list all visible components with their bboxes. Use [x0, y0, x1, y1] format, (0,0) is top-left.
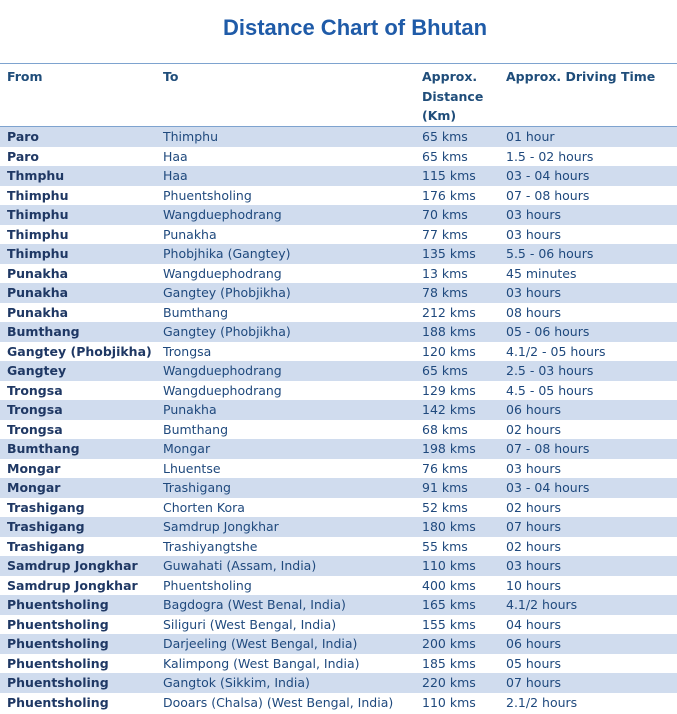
cell-time: 2.1/2 hours	[505, 693, 677, 713]
cell-from: Mongar	[0, 459, 160, 479]
cell-to: Wangduephodrang	[160, 205, 420, 225]
table-row	[0, 225, 677, 245]
cell-distance: 115 kms	[420, 166, 505, 186]
cell-distance: 91 kms	[420, 478, 505, 498]
cell-time: 05 - 06 hours	[505, 322, 677, 342]
cell-to: Gangtey (Phobjikha)	[160, 283, 420, 303]
cell-to: Wangduephodrang	[160, 381, 420, 401]
cell-from: Bumthang	[0, 439, 160, 459]
cell-to: Chorten Kora	[160, 498, 420, 518]
cell-from: Paro	[0, 127, 160, 147]
table-row	[0, 673, 677, 693]
cell-from: Phuentsholing	[0, 673, 160, 693]
table-row	[0, 556, 677, 576]
cell-distance: 400 kms	[420, 576, 505, 596]
cell-to: Darjeeling (West Bengal, India)	[160, 634, 420, 654]
cell-from: Trashigang	[0, 498, 160, 518]
cell-from: Thimphu	[0, 244, 160, 264]
cell-time: 10 hours	[505, 576, 677, 596]
cell-time: 06 hours	[505, 400, 677, 420]
cell-to: Wangduephodrang	[160, 361, 420, 381]
cell-distance: 65 kms	[420, 147, 505, 167]
cell-time: 03 hours	[505, 283, 677, 303]
cell-from: Thimphu	[0, 225, 160, 245]
table-row	[0, 244, 677, 264]
cell-time: 4.5 - 05 hours	[505, 381, 677, 401]
cell-to: Gangtok (Sikkim, India)	[160, 673, 420, 693]
cell-to: Trashiyangtshe	[160, 537, 420, 557]
cell-from: Trashigang	[0, 537, 160, 557]
table-row	[0, 186, 677, 206]
table-row	[0, 654, 677, 674]
cell-from: Thimphu	[0, 205, 160, 225]
table-row	[0, 303, 677, 323]
cell-from: Punakha	[0, 264, 160, 284]
cell-distance: 176 kms	[420, 186, 505, 206]
cell-distance: 55 kms	[420, 537, 505, 557]
cell-distance: 68 kms	[420, 420, 505, 440]
cell-from: Phuentsholing	[0, 654, 160, 674]
cell-distance: 76 kms	[420, 459, 505, 479]
table-row	[0, 439, 677, 459]
table-row	[0, 147, 677, 167]
table-row	[0, 498, 677, 518]
cell-time: 03 hours	[505, 225, 677, 245]
table-row	[0, 517, 677, 537]
page-title: Distance Chart of Bhutan	[222, 15, 488, 40]
table-row	[0, 400, 677, 420]
cell-distance: 13 kms	[420, 264, 505, 284]
cell-time: 02 hours	[505, 537, 677, 557]
cell-time: 03 hours	[505, 205, 677, 225]
cell-time: 1.5 - 02 hours	[505, 147, 677, 167]
cell-distance: 155 kms	[420, 615, 505, 635]
cell-to: Bumthang	[160, 303, 420, 323]
cell-time: 08 hours	[505, 303, 677, 323]
table-row	[0, 595, 677, 615]
table-row	[0, 283, 677, 303]
cell-distance: 129 kms	[420, 381, 505, 401]
cell-from: Phuentsholing	[0, 634, 160, 654]
cell-to: Trongsa	[160, 342, 420, 362]
cell-from: Phuentsholing	[0, 615, 160, 635]
cell-distance: 198 kms	[420, 439, 505, 459]
cell-to: Bumthang	[160, 420, 420, 440]
cell-time: 2.5 - 03 hours	[505, 361, 677, 381]
cell-to: Wangduephodrang	[160, 264, 420, 284]
cell-distance: 165 kms	[420, 595, 505, 615]
cell-distance: 70 kms	[420, 205, 505, 225]
table-row	[0, 205, 677, 225]
cell-distance: 142 kms	[420, 400, 505, 420]
cell-from: Phuentsholing	[0, 595, 160, 615]
header-row	[0, 65, 677, 127]
cell-distance: 220 kms	[420, 673, 505, 693]
cell-from: Phuentsholing	[0, 693, 160, 713]
cell-from: Gangtey	[0, 361, 160, 381]
table-row	[0, 615, 677, 635]
cell-from: Trongsa	[0, 381, 160, 401]
table-row	[0, 478, 677, 498]
table-row	[0, 420, 677, 440]
cell-to: Dooars (Chalsa) (West Bengal, India)	[160, 693, 420, 713]
cell-to: Bagdogra (West Benal, India)	[160, 595, 420, 615]
column-header-distance	[420, 65, 505, 127]
cell-to: Guwahati (Assam, India)	[160, 556, 420, 576]
cell-from: Trashigang	[0, 517, 160, 537]
cell-to: Samdrup Jongkhar	[160, 517, 420, 537]
cell-to: Trashigang	[160, 478, 420, 498]
distance-table	[0, 65, 677, 712]
cell-distance: 77 kms	[420, 225, 505, 245]
cell-to: Punakha	[160, 225, 420, 245]
header-top-rule	[0, 63, 677, 64]
cell-from: Trongsa	[0, 400, 160, 420]
cell-from: Samdrup Jongkhar	[0, 576, 160, 596]
cell-to: Thimphu	[160, 127, 420, 147]
cell-to: Lhuentse	[160, 459, 420, 479]
cell-time: 45 minutes	[505, 264, 677, 284]
table-row	[0, 127, 677, 147]
cell-from: Mongar	[0, 478, 160, 498]
cell-to: Kalimpong (West Bangal, India)	[160, 654, 420, 674]
cell-distance: 180 kms	[420, 517, 505, 537]
cell-distance: 52 kms	[420, 498, 505, 518]
cell-time: 07 - 08 hours	[505, 186, 677, 206]
cell-distance: 65 kms	[420, 127, 505, 147]
cell-time: 4.1/2 - 05 hours	[505, 342, 677, 362]
table-row	[0, 322, 677, 342]
cell-time: 4.1/2 hours	[505, 595, 677, 615]
cell-to: Punakha	[160, 400, 420, 420]
column-header-distance-line3: (Km)	[422, 108, 457, 123]
column-header-distance-line2: Distance	[422, 88, 484, 104]
cell-distance: 185 kms	[420, 654, 505, 674]
cell-time: 01 hour	[505, 127, 677, 147]
cell-to: Phuentsholing	[160, 186, 420, 206]
cell-distance: 135 kms	[420, 244, 505, 264]
column-header-driving-time: Approx. Driving Time	[505, 65, 677, 127]
cell-distance: 110 kms	[420, 693, 505, 713]
cell-from: Punakha	[0, 303, 160, 323]
table-row	[0, 537, 677, 557]
cell-time: 05 hours	[505, 654, 677, 674]
cell-distance: 188 kms	[420, 322, 505, 342]
cell-from: Trongsa	[0, 420, 160, 440]
cell-time: 5.5 - 06 hours	[505, 244, 677, 264]
table-row	[0, 459, 677, 479]
cell-time: 07 - 08 hours	[505, 439, 677, 459]
cell-time: 07 hours	[505, 517, 677, 537]
cell-to: Siliguri (West Bengal, India)	[160, 615, 420, 635]
cell-from: Gangtey (Phobjikha)	[0, 342, 160, 362]
table-row	[0, 342, 677, 362]
table-row	[0, 381, 677, 401]
cell-distance: 78 kms	[420, 283, 505, 303]
cell-from: Bumthang	[0, 322, 160, 342]
cell-to: Mongar	[160, 439, 420, 459]
cell-to: Haa	[160, 147, 420, 167]
table-row	[0, 634, 677, 654]
cell-from: Thmphu	[0, 166, 160, 186]
column-header-to: To	[160, 65, 420, 127]
table-row	[0, 264, 677, 284]
cell-distance: 120 kms	[420, 342, 505, 362]
cell-time: 03 - 04 hours	[505, 478, 677, 498]
cell-time: 04 hours	[505, 615, 677, 635]
cell-time: 02 hours	[505, 420, 677, 440]
cell-from: Thimphu	[0, 186, 160, 206]
cell-from: Punakha	[0, 283, 160, 303]
cell-to: Gangtey (Phobjikha)	[160, 322, 420, 342]
cell-distance: 212 kms	[420, 303, 505, 323]
column-header-distance-line1: Approx.	[422, 69, 478, 84]
cell-to: Haa	[160, 166, 420, 186]
cell-distance: 200 kms	[420, 634, 505, 654]
table-row	[0, 576, 677, 596]
cell-to: Phuentsholing	[160, 576, 420, 596]
cell-distance: 110 kms	[420, 556, 505, 576]
cell-time: 03 hours	[505, 459, 677, 479]
cell-time: 07 hours	[505, 673, 677, 693]
cell-time: 02 hours	[505, 498, 677, 518]
table-row	[0, 166, 677, 186]
table-row	[0, 361, 677, 381]
cell-from: Samdrup Jongkhar	[0, 556, 160, 576]
cell-time: 03 - 04 hours	[505, 166, 677, 186]
table-body	[0, 127, 677, 713]
cell-time: 03 hours	[505, 556, 677, 576]
column-header-from: From	[0, 65, 160, 127]
cell-time: 06 hours	[505, 634, 677, 654]
table-row	[0, 693, 677, 713]
cell-to: Phobjhika (Gangtey)	[160, 244, 420, 264]
cell-distance: 65 kms	[420, 361, 505, 381]
cell-from: Paro	[0, 147, 160, 167]
